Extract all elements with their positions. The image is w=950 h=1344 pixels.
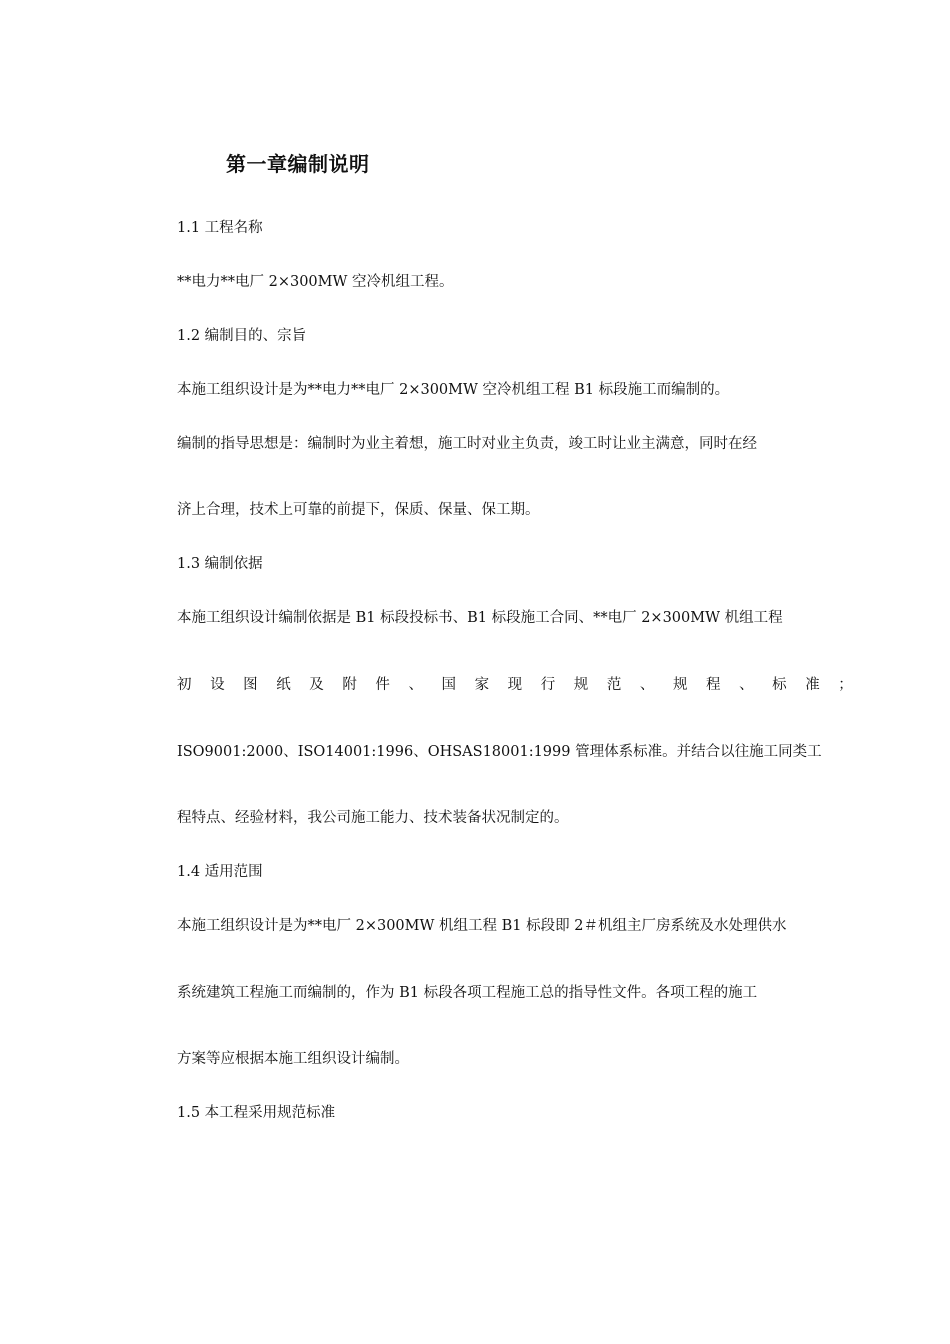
section-1-5-heading: 1.5 本工程采用规范标准 [177,1105,336,1121]
section-1-4-text-c: 方案等应根据本施工组织设计编制。 [177,1051,409,1067]
section-1-3-heading: 1.3 编制依据 [177,556,263,572]
spread-char: 纸 [276,677,291,693]
spread-char: 附 [342,677,357,693]
section-1-1-text: **电力**电厂 2×300MW 空冷机组工程。 [177,274,454,290]
spread-char: 图 [243,677,258,693]
spread-char: 范 [606,677,622,693]
spread-char: 规 [573,677,589,693]
spread-char: 程 [706,677,721,693]
section-1-3-text-d: 程特点、经验材料，我公司施工能力、技术装备状况制定的。 [177,810,569,826]
spread-char: 初 [177,677,192,693]
section-1-4-text-a: 本施工组织设计是为**电厂 2×300MW 机组工程 B1 标段即 2＃机组主厂房系统及水处理供水 [177,918,787,934]
spread-char: 、 [739,677,754,693]
spread-char: 家 [474,677,490,693]
spread-char: ； [838,677,853,693]
spread-char: 件 [375,677,390,693]
spread-char: 准 [805,677,820,693]
spread-char: 、 [639,677,655,693]
section-1-2-text-1: 本施工组织设计是为**电力**电厂 2×300MW 空冷机组工程 B1 标段施工而编制的。 [177,382,730,398]
section-1-4-text-b: 系统建筑工程施工而编制的，作为 B1 标段各项工程施工总的指导性文件。各项工程的施工 [177,985,758,1001]
spread-char: 现 [507,677,523,693]
spread-char: 行 [540,677,556,693]
spread-char: 设 [210,677,225,693]
section-1-3-text-a: 本施工组织设计编制依据是 B1 标段投标书、B1 标段施工合同、**电厂 2×300MW 机组工程 [177,610,783,626]
section-1-1-heading: 1.1 工程名称 [177,220,263,236]
spread-char: 及 [309,677,324,693]
section-1-2-heading: 1.2 编制目的、宗旨 [177,328,307,344]
section-1-2-text-2b: 济上合理，技术上可靠的前提下，保质、保量、保工期。 [177,502,540,518]
section-1-2-text-2a: 编制的指导思想是：编制时为业主着想，施工时对业主负责，竣工时让业主满意，同时在经 [177,436,757,452]
section-1-3-text-b [177,675,853,695]
spread-char: 、 [408,677,423,693]
spread-char: 国 [441,677,456,693]
spread-char: 标 [772,677,787,693]
chapter-title: 第一章编制说明 [226,152,370,176]
section-1-4-heading: 1.4 适用范围 [177,864,263,880]
spread-char: 规 [672,677,688,693]
section-1-3-text-c: ISO9001:2000、ISO14001:1996、OHSAS18001:1999 管理体系标准。并结合以往施工同类工 [177,744,822,760]
